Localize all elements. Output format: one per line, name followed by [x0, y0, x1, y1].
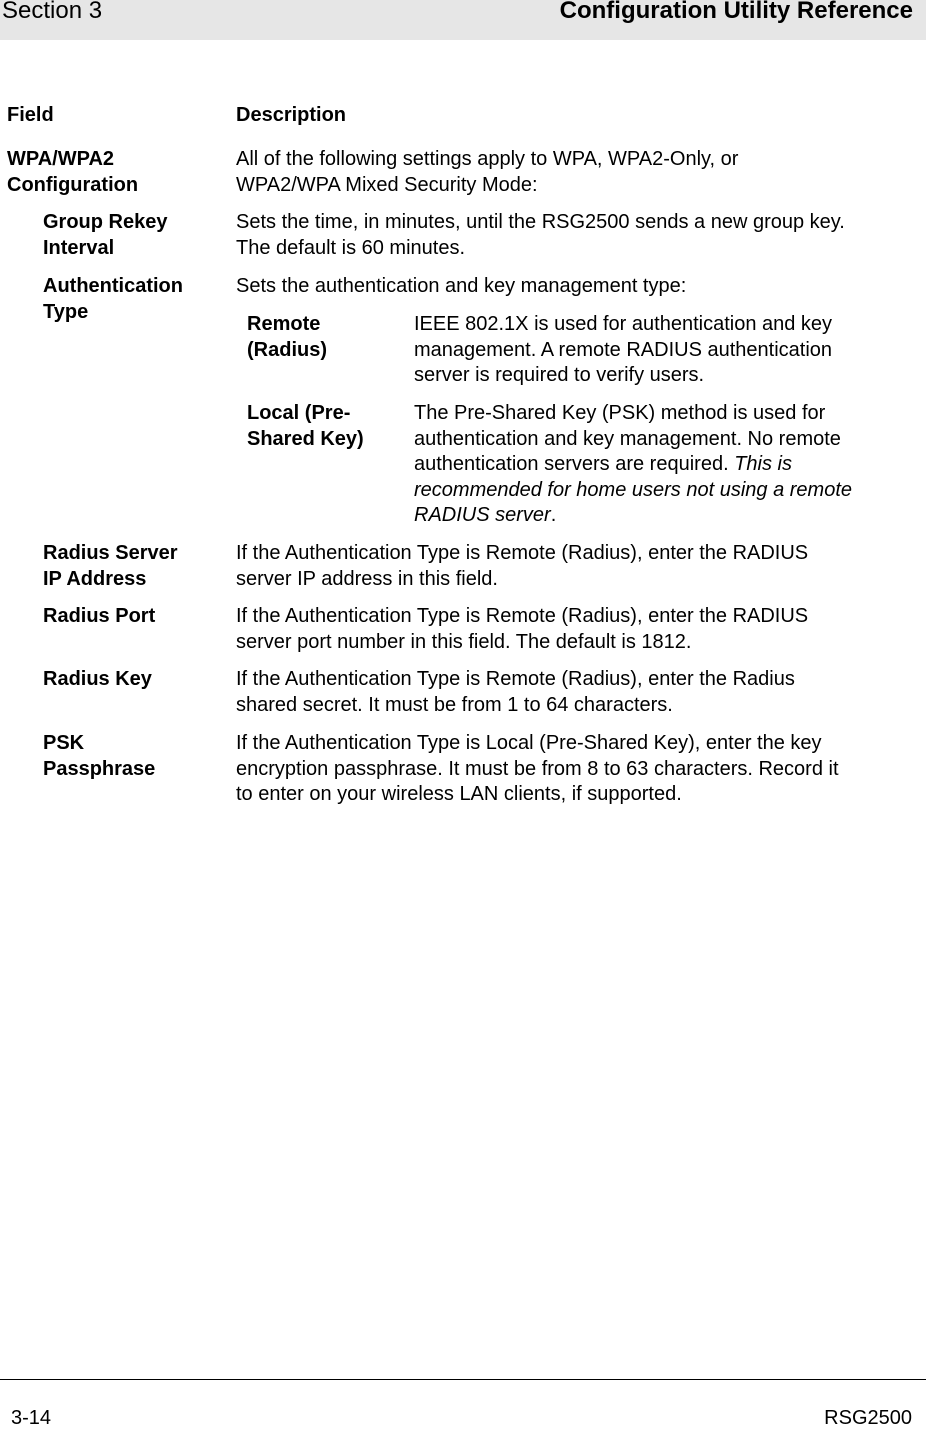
field-wpa-config: WPA/WPA2 Configuration: [7, 148, 139, 196]
desc-group-rekey-interval: Sets the time, in minutes, until the RSG2500 sends a new group key. The default is 60 minutes.: [236, 211, 845, 259]
field-psk-passphrase: PSK Passphrase: [43, 732, 156, 780]
page-number: 3-14: [11, 1407, 52, 1429]
desc-radius-key: If the Authentication Type is Remote (Radius), enter the Radius shared secret. It must be from 1 to 64 characters.: [236, 668, 795, 716]
desc-psk-passphrase: If the Authentication Type is Local (Pre-Shared Key), enter the key encryption passphrase. It must be from 8 to 63 characters. Record it to enter on your wireless LAN clients, if supported.: [236, 732, 839, 805]
chapter-title: Configuration Utility Reference: [559, 0, 913, 24]
subfield-remote-radius: Remote (Radius): [247, 313, 327, 361]
field-group-rekey-interval: Group Rekey Interval: [43, 211, 168, 259]
product-model: RSG2500: [824, 1407, 912, 1429]
field-radius-server-ip: Radius Server IP Address: [43, 542, 178, 590]
desc-wpa-config: All of the following settings apply to WPA, WPA2-Only, or WPA2/WPA Mixed Security Mode:: [236, 148, 739, 196]
section-label: Section 3: [2, 0, 103, 24]
field-authentication-type: Authentication Type: [43, 275, 183, 323]
desc-radius-port: If the Authentication Type is Remote (Radius), enter the RADIUS server port number in this field. The default is 1812.: [236, 605, 809, 653]
page-header: [0, 0, 926, 40]
desc-radius-server-ip: If the Authentication Type is Remote (Radius), enter the RADIUS server IP address in this field.: [236, 542, 809, 590]
subfield-local-psk: Local (Pre- Shared Key): [247, 402, 364, 450]
desc-remote-radius: IEEE 802.1X is used for authentication and key management. A remote RADIUS authentication server is required to verify users.: [414, 313, 833, 386]
footer-divider: [0, 1379, 926, 1380]
column-header-description: Description: [236, 104, 347, 126]
field-radius-key: Radius Key: [43, 668, 152, 690]
column-header-field: Field: [7, 104, 54, 126]
field-radius-port: Radius Port: [43, 605, 156, 627]
desc-local-psk: The Pre-Shared Key (PSK) method is used for authentication and key management. No remote authentication servers are required. This is recommended for home users not using a remote RADIUS server.: [414, 402, 852, 526]
desc-authentication-type: Sets the authentication and key management type:: [236, 275, 687, 297]
